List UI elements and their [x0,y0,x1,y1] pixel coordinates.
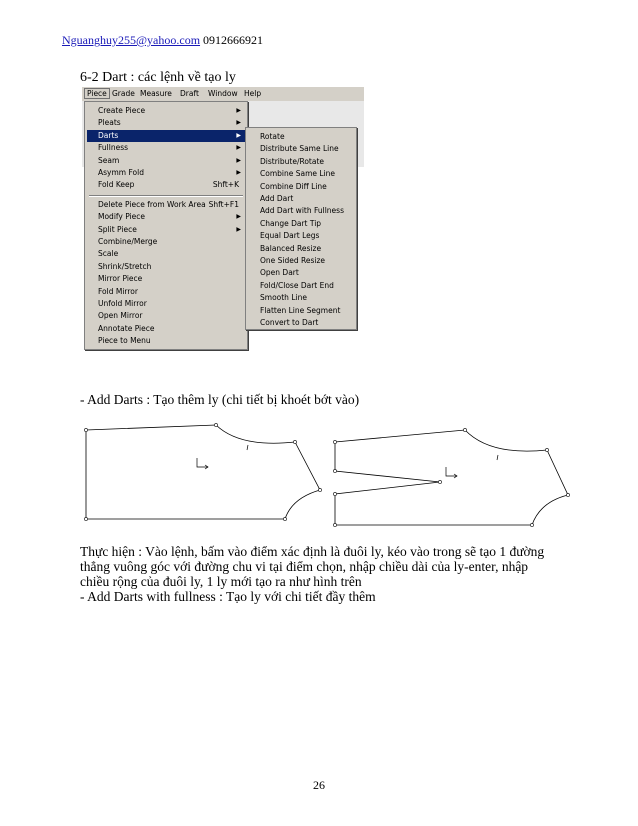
menu-item-shortcut: Shft+F1 [208,199,239,209]
darts-submenu-item[interactable]: Change Dart Tip [260,218,322,228]
piece-menu-item[interactable] [87,167,245,179]
piece-menu-item[interactable] [87,179,245,191]
menu-item-label: Annotate Piece [98,323,155,333]
paragraph-instructions [80,544,560,604]
page-header [62,33,263,48]
menu-item-label: Pleats [98,118,121,128]
page-number: 26 [313,778,325,792]
darts-submenu [245,127,357,330]
darts-submenu-item[interactable]: Open Dart [260,268,299,278]
pattern-piece-with-dart [335,430,568,525]
menu-item-label: Fold Mirror [98,286,138,296]
menu-item-label: Mirror Piece [98,274,143,284]
menu-item-label: Modify Piece [98,212,146,222]
submenu-arrow-icon: ▶ [236,144,241,152]
darts-submenu-item[interactable]: Distribute/Rotate [260,156,325,166]
piece-menu-item[interactable] [87,286,245,298]
darts-submenu-item[interactable]: Add Dart with Fullness [260,206,344,216]
darts-submenu-item[interactable]: Combine Same Line [260,169,336,179]
menu-item-label: Seam [98,155,120,165]
menu-item-shortcut: Shft+K [212,180,239,190]
section-title: 6-2 Dart : các lệnh về tạo ly [80,70,236,85]
piece-menu-item[interactable] [87,273,245,285]
menu-screenshot [82,87,364,349]
paragraph-add-darts: - Add Darts : Tạo thêm ly (chi tiết bị khoét bớt vào) [80,392,360,407]
submenu-arrow-icon: ▶ [236,131,241,139]
menubar [82,87,364,102]
piece-menu-item[interactable] [87,142,245,154]
piece-menu-item[interactable] [87,117,245,129]
piece-menu-item[interactable] [87,261,245,273]
piece-menu [84,101,248,350]
grainline-arrow-right [446,467,457,478]
instruction-line: Thực hiện : Vào lệnh, bấm vào điểm xác định là đuôi ly, kéo vào trong sẽ tạo 1 đường [80,544,545,559]
menubar-item-window[interactable]: Window [208,89,238,98]
menubar-item-grade[interactable]: Grade [112,89,135,98]
piece-menu-item[interactable] [87,130,245,142]
piece-menu-item[interactable] [87,155,245,167]
menu-item-label: Combine/Merge [98,237,158,246]
piece-menu-item[interactable] [87,248,245,260]
submenu-arrow-icon: ▶ [236,119,241,127]
submenu-arrow-icon: ▶ [236,156,241,164]
grainline-arrow-left [197,458,208,469]
darts-submenu-item[interactable]: Rotate [260,132,285,141]
instruction-line: thẳng vuông góc với đường chu vi tại điểm chọn, nhập chiều dài của ly-enter, nhập [80,559,529,574]
darts-submenu-item[interactable]: Equal Dart Legs [260,231,320,241]
darts-submenu-item[interactable]: Convert to Dart [260,318,319,327]
menu-separator [89,195,243,197]
darts-submenu-item[interactable]: Balanced Resize [260,243,322,253]
menu-item-label: Piece to Menu [98,336,151,346]
darts-submenu-item[interactable]: Smooth Line [260,293,307,303]
menu-item-label: Create Piece [98,106,146,115]
menu-item-label: Unfold Mirror [98,299,147,308]
piece-menu-item[interactable] [87,211,245,223]
piece-menu-item[interactable] [87,310,245,322]
menubar-item-draft[interactable]: Draft [180,89,199,98]
menubar-item-piece[interactable]: Piece [84,88,110,99]
darts-submenu-item[interactable]: Combine Diff Line [260,181,327,191]
header-phone: 0912666921 [203,33,264,47]
menu-item-label: Asymm Fold [98,168,144,177]
header-email[interactable]: Nguanghuy255@yahoo.com [62,33,201,47]
menu-item-label: Shrink/Stretch [98,261,152,271]
submenu-arrow-icon: ▶ [236,213,241,221]
submenu-arrow-icon: ▶ [236,225,241,233]
instruction-line: chiều rộng của đuôi ly, 1 ly mới tạo ra như hình trên [80,574,362,589]
menu-item-label: Fullness [98,143,129,153]
pattern-piece-original [86,425,320,519]
piece-menu-item[interactable] [87,335,245,347]
piece-menu-item[interactable] [87,105,245,117]
piece-menu-item[interactable] [87,199,245,211]
pattern-figure [80,420,580,530]
submenu-arrow-icon: ▶ [236,169,241,176]
menu-item-label: Delete Piece from Work Area [98,199,206,209]
menu-item-label: Scale [98,249,119,259]
instruction-line: - Add Darts with fullness : Tạo ly với chi tiết đầy thêm [80,589,376,604]
menu-item-label: Split Piece [98,224,137,234]
submenu-arrow-icon: ▶ [236,107,241,114]
darts-submenu-item[interactable]: Add Dart [260,194,294,203]
menu-item-label: Fold Keep [98,180,135,190]
darts-submenu-item[interactable]: Fold/Close Dart End [260,280,334,290]
piece-menu-item[interactable] [87,323,245,335]
piece-menu-item[interactable] [87,224,245,236]
menubar-item-help[interactable]: Help [244,89,262,98]
piece-menu-item[interactable] [87,298,245,310]
menubar-item-measure[interactable]: Measure [140,89,172,98]
piece-menu-item[interactable] [87,236,245,248]
darts-submenu-item[interactable]: Distribute Same Line [260,144,339,154]
darts-submenu-item[interactable]: One Sided Resize [260,256,326,265]
menu-item-label: Darts [98,130,119,140]
darts-submenu-item[interactable]: Flatten Line Segment [260,305,341,315]
menu-item-label: Open Mirror [98,311,143,321]
